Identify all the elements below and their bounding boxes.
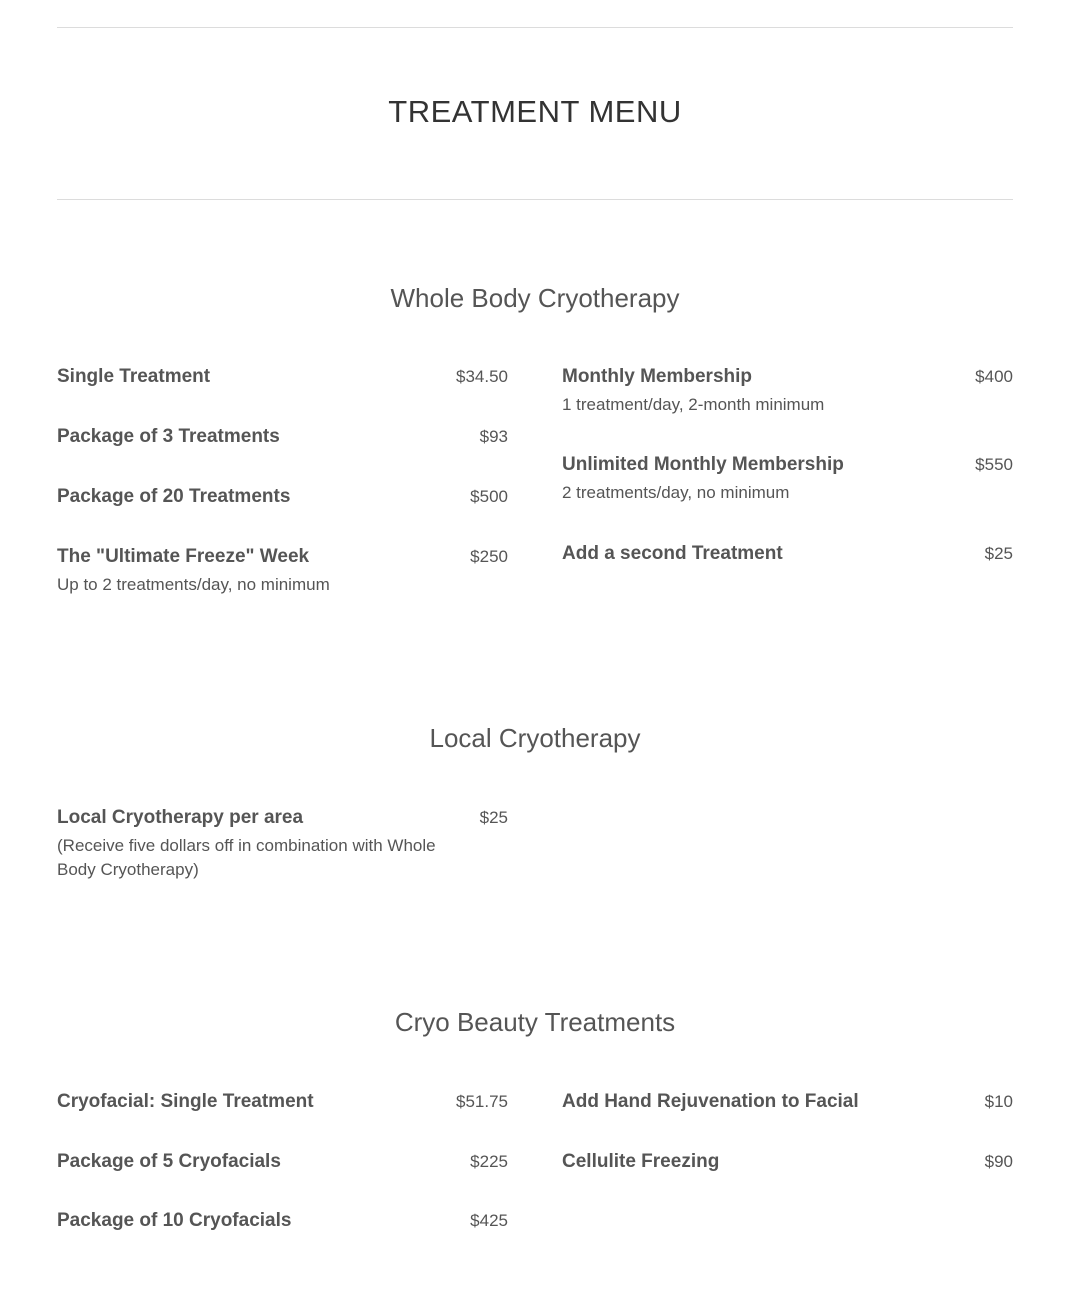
- item-description: Up to 2 treatments/day, no minimum: [57, 575, 330, 594]
- menu-item: [562, 364, 1013, 417]
- section-title-beauty: Cryo Beauty Treatments: [394, 1007, 676, 1037]
- item-name: Local Cryotherapy per area: [57, 807, 304, 828]
- item-name: Package of 10 Cryofacials: [57, 1210, 292, 1231]
- menu-item: [57, 544, 508, 597]
- item-description: 1 treatment/day, 2-month minimum: [562, 395, 825, 414]
- item-name: Unlimited Monthly Membership: [562, 454, 844, 475]
- item-price: $500: [470, 487, 508, 506]
- item-name: Monthly Membership: [562, 366, 753, 387]
- menu-item: [57, 1149, 508, 1175]
- item-price: $10: [984, 1092, 1013, 1111]
- item-price: $25: [984, 544, 1013, 563]
- item-price: $25: [479, 808, 508, 827]
- item-name: Add a second Treatment: [562, 543, 783, 564]
- title-divider: [57, 199, 1013, 200]
- menu-item: [57, 1089, 508, 1115]
- menu-item: [562, 1089, 1013, 1115]
- item-name: The "Ultimate Freeze" Week: [57, 546, 310, 567]
- item-price: $51.75: [456, 1092, 508, 1111]
- item-name: Package of 5 Cryofacials: [57, 1151, 281, 1172]
- item-description: (Receive five dollars off in combination with Whole Body Cryotherapy): [57, 836, 436, 879]
- item-price: $425: [470, 1211, 508, 1230]
- item-name: Package of 3 Treatments: [57, 426, 280, 447]
- menu-item: [562, 452, 1013, 505]
- item-name: Add Hand Rejuvenation to Facial: [562, 1091, 859, 1112]
- item-price: $93: [479, 427, 508, 446]
- item-price: $225: [470, 1152, 508, 1171]
- menu-item: [57, 484, 508, 510]
- item-price: $34.50: [456, 367, 508, 386]
- menu-item: [57, 805, 508, 882]
- menu-item: [57, 424, 508, 450]
- item-name: Package of 20 Treatments: [57, 486, 291, 507]
- item-price: $90: [984, 1152, 1013, 1171]
- menu-item: [562, 541, 1013, 567]
- menu-item: [57, 1208, 508, 1234]
- page-title: TREATMENT MENU: [388, 94, 682, 129]
- item-description: 2 treatments/day, no minimum: [562, 483, 790, 502]
- item-price: $550: [975, 455, 1013, 474]
- item-price: $400: [975, 367, 1013, 386]
- item-name: Cellulite Freezing: [562, 1151, 720, 1172]
- menu-item: [57, 364, 508, 390]
- section-title-local: Local Cryotherapy: [429, 723, 641, 753]
- item-name: Cryofacial: Single Treatment: [57, 1091, 314, 1112]
- item-name: Single Treatment: [57, 366, 211, 387]
- menu-item: [562, 1149, 1013, 1175]
- section-title-whole-body: Whole Body Cryotherapy: [390, 283, 680, 313]
- item-price: $250: [470, 547, 508, 566]
- top-divider: [57, 27, 1013, 28]
